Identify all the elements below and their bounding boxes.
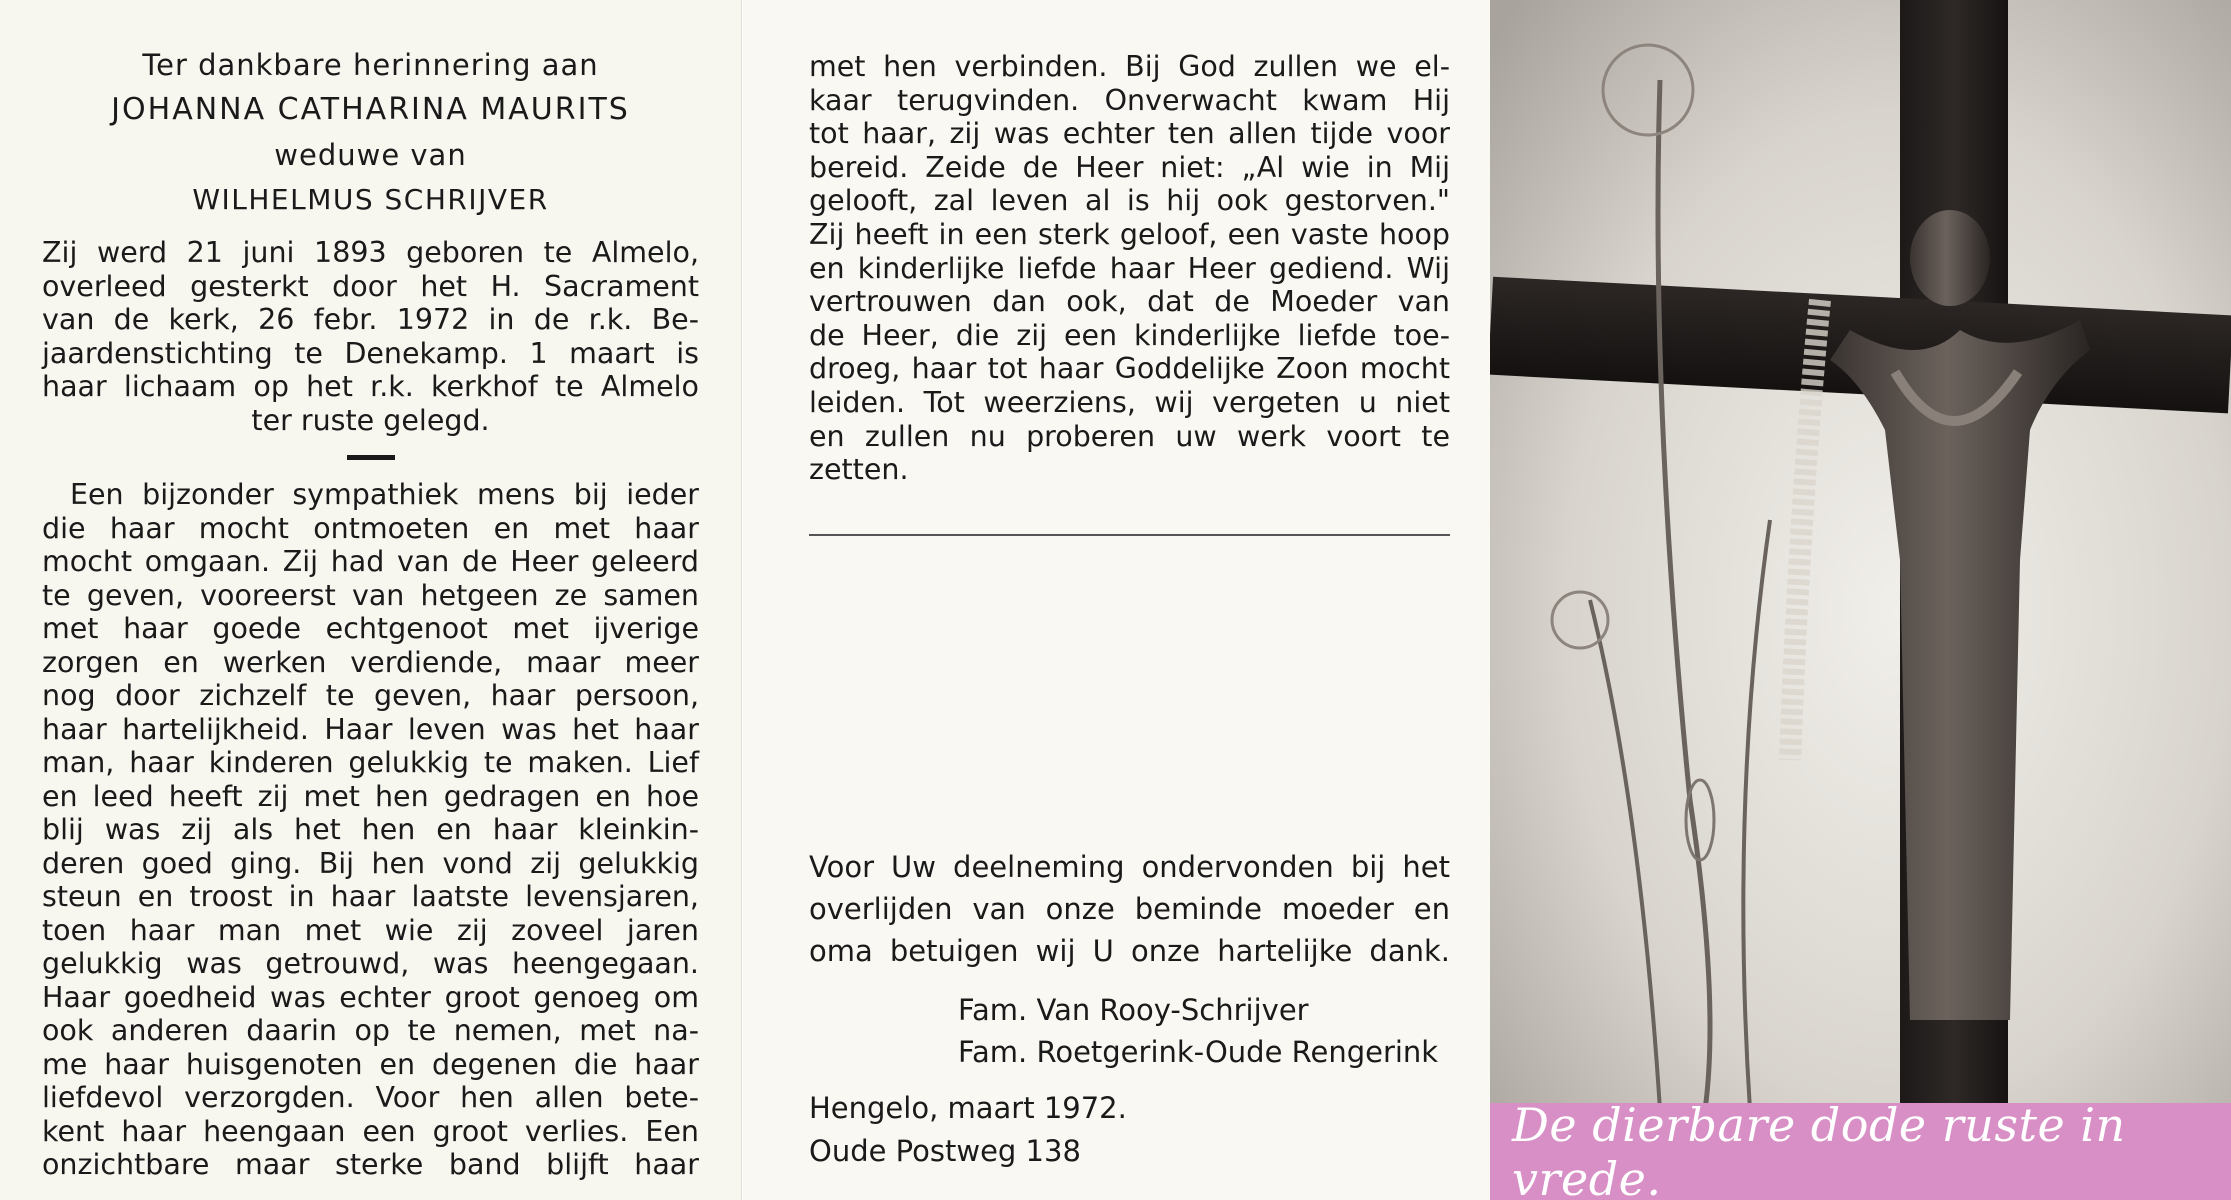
- tribute-line: deren goed ging. Bij hen vond zij gelukkig: [42, 846, 699, 880]
- tribute-line: te geven, vooreerst van hetgeen ze samen: [42, 578, 699, 612]
- thanks-line: overlijden van onze beminde moeder en: [809, 892, 1450, 926]
- tribute-line: zorgen en werken verdiende, maar meer: [42, 645, 699, 679]
- tribute-line: ook anderen daarin op te nemen, met na-: [42, 1014, 699, 1047]
- continuation-line: bereid. Zeide de Heer niet: „Al wie in Mij: [809, 150, 1450, 184]
- tribute-line: Haar goedheid was echter groot genoeg om: [42, 980, 699, 1014]
- tribute-line: met haar goede echtgenoot met ijverige: [42, 612, 699, 645]
- continuation-line: kaar terugvinden. Onverwacht kwam Hij: [809, 83, 1450, 117]
- caption-banner: [1490, 1097, 2231, 1200]
- thanks-line: Voor Uw deelneming ondervonden bij het: [809, 850, 1450, 884]
- tribute-line: mocht omgaan. Zij had van de Heer geleerd: [42, 545, 699, 578]
- tribute-line: steun en troost in haar laatste levensjaren,: [42, 880, 699, 913]
- deceased-name: JOHANNA CATHARINA MAURITS: [111, 92, 630, 127]
- continuation-line: droeg, haar tot haar Goddelijke Zoon mocht: [809, 352, 1450, 386]
- bio-line: van de kerk, 26 febr. 1972 in de r.k. Be-: [42, 303, 699, 336]
- spouse-name: WILHELMUS SCHRIJVER: [192, 183, 549, 216]
- tribute-line: die haar mocht ontmoeten en met haar: [42, 511, 699, 545]
- card-middle-panel: [743, 0, 1490, 1200]
- tribute-line: man, haar kinderen gelukkig te maken. Lief: [42, 746, 699, 779]
- bio-line: overleed gesterkt door het H. Sacrament: [42, 269, 699, 303]
- card-picture-panel: [1490, 0, 2231, 1200]
- continuation-line: de Heer, die zij een kinderlijke liefde toe-: [809, 318, 1450, 352]
- tribute-line: nog door zichzelf te geven, haar persoon,: [42, 679, 699, 712]
- tribute-line: Een bijzonder sympathiek mens bij ieder: [70, 478, 699, 511]
- family-name-1: Fam. Van Rooy-Schrijver: [958, 993, 1309, 1027]
- tribute-line: me haar huisgenoten en degenen die haar: [42, 1047, 699, 1081]
- bio-line: Zij werd 21 juni 1893 geboren te Almelo,: [42, 236, 699, 269]
- intro-text: Ter dankbare herinnering aan: [142, 48, 599, 82]
- tribute-line: en leed heeft zij met hen gedragen en hoe: [42, 779, 699, 813]
- continuation-line: gelooft, zal leven al is hij ook gestorven.": [809, 184, 1450, 218]
- continuation-line: en kinderlijke liefde haar Heer gediend. Wij: [809, 251, 1450, 285]
- family-name-2: Fam. Roetgerink-Oude Rengerink: [958, 1035, 1439, 1069]
- tribute-line: toen haar man met wie zij zoveel jaren: [42, 913, 699, 947]
- bio-line: haar lichaam op het r.k. kerkhof te Almelo: [42, 370, 699, 403]
- wall-background: [1490, 0, 2231, 1110]
- continuation-line-last: zetten.: [809, 453, 909, 487]
- continuation-line: tot haar, zij was echter ten allen tijde voor: [809, 117, 1450, 151]
- bio-line-last: ter ruste gelegd.: [251, 403, 490, 437]
- continuation-line: leiden. Tot weerziens, wij vergeten u niet: [809, 385, 1450, 419]
- biography: [42, 236, 699, 437]
- tribute-line: onzichtbare maar sterke band blijft haar: [42, 1148, 699, 1181]
- bio-line: jaardenstichting te Denekamp. 1 maart is: [42, 336, 699, 370]
- relation-text: weduwe van: [274, 138, 467, 172]
- card-left-panel: [0, 0, 742, 1200]
- caption-text: De dierbare dode ruste in vrede.: [1512, 1097, 2126, 1200]
- crucifix-picture: [1490, 0, 2231, 1200]
- place-date: Hengelo, maart 1972.: [809, 1091, 1127, 1125]
- continuation-text: [809, 50, 1450, 487]
- separator-dash: [347, 455, 395, 460]
- thanks-text: [809, 846, 1450, 972]
- address: Oude Postweg 138: [809, 1134, 1081, 1168]
- tribute-line: liefdevol verzorgden. Voor hen allen bete-: [42, 1081, 699, 1114]
- continuation-line: vertrouwen dan ook, dat de Moeder van: [809, 285, 1450, 319]
- divider-line: [809, 534, 1450, 536]
- continuation-line: en zullen nu proberen uw werk voort te: [809, 419, 1450, 453]
- tribute-line: blij was zij als het hen en haar kleinkin-: [42, 813, 699, 846]
- tribute-line: haar hartelijkheid. Haar leven was het haar: [42, 712, 699, 746]
- tribute-line: kent haar heengaan een groot verlies. Een: [42, 1114, 699, 1148]
- thanks-line: oma betuigen wij U onze hartelijke dank.: [809, 934, 1450, 968]
- continuation-line: Zij heeft in een sterk geloof, een vaste hoop: [809, 217, 1450, 251]
- tribute-line: gelukkig was getrouwd, was heengegaan.: [42, 947, 699, 980]
- tribute-text: [42, 478, 699, 1182]
- continuation-line: met hen verbinden. Bij God zullen we el-: [809, 50, 1450, 83]
